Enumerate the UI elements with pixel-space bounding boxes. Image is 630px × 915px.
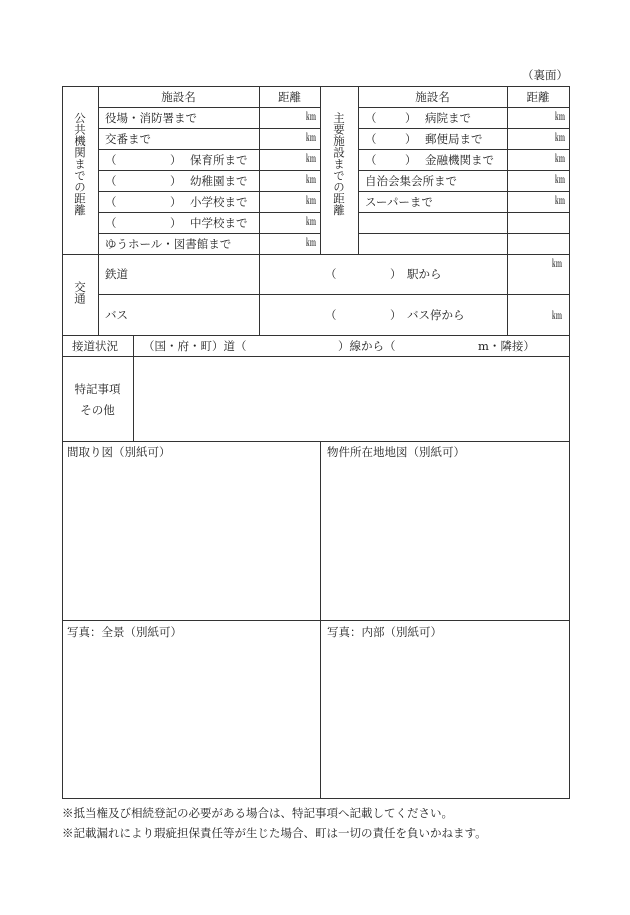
bus-unit: ㎞ bbox=[552, 311, 562, 322]
remarks-label: 特記事項 bbox=[74, 382, 121, 396]
public-row-paren-open: （ bbox=[105, 153, 117, 167]
major-row-name: スーパーまで bbox=[365, 195, 433, 209]
public-row-unit: ㎞ bbox=[306, 133, 316, 144]
major-row-unit: ㎞ bbox=[555, 175, 565, 186]
public-row-name: 幼稚園まで bbox=[190, 174, 248, 188]
public-row-paren-close: ） bbox=[170, 216, 182, 230]
public-row-paren-open: （ bbox=[105, 216, 117, 230]
public-row-unit: ㎞ bbox=[306, 217, 316, 228]
major-row-paren-open: （ bbox=[365, 153, 377, 167]
footnote: ※記載漏れにより瑕疵担保責任等が生じた場合、町は一切の責任を負いかねます。 bbox=[62, 826, 487, 840]
major-row-paren-close: ） bbox=[405, 153, 417, 167]
page-side-label: （裏面） bbox=[522, 68, 568, 82]
major-row-unit: ㎞ bbox=[555, 196, 565, 207]
rail-label: 鉄道 bbox=[105, 267, 128, 281]
major-row-paren-open: （ bbox=[365, 132, 377, 146]
major-row-paren-close: ） bbox=[405, 111, 417, 125]
location-map-box-label: 物件所在地地図（別紙可） bbox=[327, 445, 465, 459]
major-header-name: 施設名 bbox=[415, 90, 450, 104]
bus-label: バス bbox=[105, 308, 128, 322]
public-row-paren-close: ） bbox=[170, 174, 182, 188]
public-row-name: 交番まで bbox=[105, 132, 151, 146]
rail-paren-close: ） bbox=[390, 267, 402, 281]
public-row-unit: ㎞ bbox=[306, 196, 316, 207]
road-line-text: ）線から（ bbox=[338, 339, 396, 353]
road-type-text: （国・府・町）道（ bbox=[143, 339, 247, 353]
public-row-unit: ㎞ bbox=[306, 175, 316, 186]
bus-suffix: バス停から bbox=[407, 308, 465, 322]
public-row-paren-close: ） bbox=[170, 195, 182, 209]
major-row-paren-open: （ bbox=[365, 111, 377, 125]
public-row-name: 中学校まで bbox=[190, 216, 248, 230]
road-access-label: 接道状況 bbox=[72, 339, 118, 353]
photo-inside-box-label: 写真：内部（別紙可） bbox=[327, 625, 442, 639]
major-row-name: 金融機関まで bbox=[425, 153, 494, 167]
major-facilities-side-label: 主要施設までの距離 bbox=[332, 112, 346, 216]
major-row-unit: ㎞ bbox=[555, 154, 565, 165]
public-header-name: 施設名 bbox=[161, 90, 196, 104]
public-row-name: 小学校まで bbox=[190, 195, 248, 209]
public-facilities-side-label: 公共機関までの距離 bbox=[73, 112, 87, 216]
road-distance-text: m・隣接） bbox=[478, 339, 535, 353]
transport-side-label: 交通 bbox=[73, 281, 87, 304]
public-row-paren-open: （ bbox=[105, 195, 117, 209]
public-header-distance: 距離 bbox=[278, 90, 301, 104]
rail-paren-open: （ bbox=[325, 267, 337, 281]
bus-paren-open: （ bbox=[325, 308, 337, 322]
photo-full-box-label: 写真：全景（別紙可） bbox=[67, 625, 182, 639]
bus-paren-close: ） bbox=[390, 308, 402, 322]
public-row-unit: ㎞ bbox=[306, 238, 316, 249]
major-row-unit: ㎞ bbox=[555, 133, 565, 144]
rail-suffix: 駅から bbox=[407, 267, 442, 281]
footnote: ※抵当権及び相続登記の必要がある場合は、特記事項へ記載してください。 bbox=[62, 806, 453, 820]
major-row-name: 郵便局まで bbox=[425, 132, 483, 146]
major-row-paren-close: ） bbox=[405, 132, 417, 146]
floor-plan-box-label: 間取り図（別紙可） bbox=[67, 445, 171, 459]
major-header-distance: 距離 bbox=[526, 90, 550, 104]
public-row-unit: ㎞ bbox=[306, 112, 316, 123]
rail-unit: ㎞ bbox=[552, 259, 562, 270]
major-row-unit: ㎞ bbox=[555, 112, 565, 123]
major-row-name: 自治会集会所まで bbox=[365, 174, 457, 188]
public-row-name: 保育所まで bbox=[190, 153, 248, 167]
public-row-paren-close: ） bbox=[170, 153, 182, 167]
public-row-unit: ㎞ bbox=[306, 154, 316, 165]
public-row-name: 役場・消防署まで bbox=[105, 111, 197, 125]
major-row-name: 病院まで bbox=[425, 111, 471, 125]
public-row-paren-open: （ bbox=[105, 174, 117, 188]
remarks-label-other: その他 bbox=[80, 403, 115, 417]
public-row-name: ゆうホール・図書館まで bbox=[105, 237, 232, 251]
